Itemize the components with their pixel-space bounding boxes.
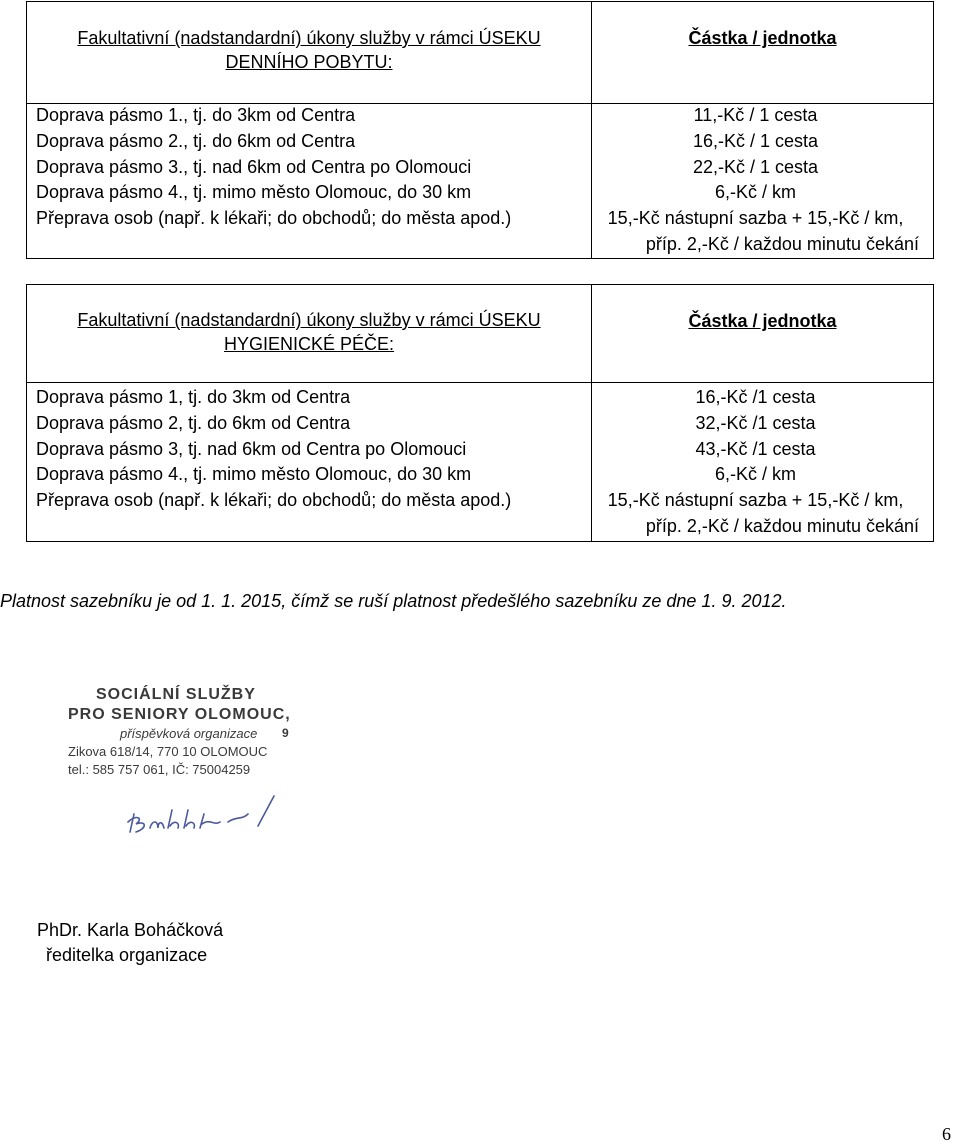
header-line-1: Fakultativní (nadstandardní) úkony služby v rámci ÚSEKU (77, 28, 541, 48)
service-cell: Přeprava osob (např. k lékaři; do obchodů; do města apod.) (36, 208, 512, 229)
fee-table-day-stay (26, 1, 934, 259)
service-cell: Doprava pásmo 3., tj. nad 6km od Centra po Olomouci (36, 156, 472, 177)
price-cell: 32,-Kč /1 cesta (695, 412, 816, 433)
price-cell: 6,-Kč / km (714, 182, 796, 203)
handwritten-signature (124, 792, 294, 842)
stamp-contact: tel.: 585 757 061, IČ: 75004259 (68, 762, 251, 777)
price-cell: 16,-Kč /1 cesta (695, 387, 816, 407)
service-cell: Doprava pásmo 3, tj. nad 6km od Centra po Olomouci (36, 438, 467, 459)
price-cell: 6,-Kč / km (714, 464, 796, 485)
stamp-line-1: SOCIÁLNÍ SLUŽBY (96, 686, 256, 703)
table-header-price: Částka / jednotka (688, 28, 837, 48)
stamp-line-2: PRO SENIORY OLOMOUC, (68, 706, 291, 723)
signer-name: PhDr. Karla Boháčková (37, 920, 224, 940)
table-header-service (27, 308, 591, 356)
price-cell: 15,-Kč nástupní sazba + 15,-Kč / km, (607, 208, 904, 229)
table-header-service (27, 26, 591, 74)
header-divider (27, 382, 933, 383)
stamp-number: 9 (282, 726, 289, 740)
service-column (36, 385, 511, 514)
service-cell: Přeprava osob (např. k lékaři; do obchodů; do města apod.) (36, 490, 512, 511)
stamp-line-3: příspěvková organizace (120, 726, 258, 741)
price-cell: 11,-Kč / 1 cesta (693, 105, 818, 125)
header-line-2: DENNÍHO POBYTU: (225, 52, 393, 72)
price-cell: 15,-Kč nástupní sazba + 15,-Kč / km, (607, 490, 904, 511)
service-cell: Doprava pásmo 4., tj. mimo město Olomouc, do 30 km (36, 464, 472, 485)
organization-stamp (60, 680, 340, 780)
signer-role: ředitelka organizace (46, 945, 208, 965)
price-cell: 43,-Kč /1 cesta (695, 438, 816, 459)
price-cell-continuation: příp. 2,-Kč / každou minutu čekání (645, 233, 919, 254)
service-column (36, 103, 511, 232)
service-cell: Doprava pásmo 1, tj. do 3km od Centra (36, 387, 351, 407)
price-column (592, 103, 919, 258)
fee-table-hygiene-care (26, 284, 934, 542)
service-cell: Doprava pásmo 2, tj. do 6km od Centra (36, 412, 351, 433)
stamp-address: Zikova 618/14, 770 10 OLOMOUC (68, 744, 268, 759)
page-number: 6 (942, 1124, 951, 1144)
header-line-1: Fakultativní (nadstandardní) úkony služby v rámci ÚSEKU (77, 310, 541, 330)
price-cell: 22,-Kč / 1 cesta (692, 156, 819, 177)
service-cell: Doprava pásmo 2., tj. do 6km od Centra (36, 130, 356, 151)
price-cell: 16,-Kč / 1 cesta (692, 130, 819, 151)
header-line-2: HYGIENICKÉ PÉČE: (223, 334, 395, 354)
validity-note: Platnost sazebníku je od 1. 1. 2015, čímž se ruší platnost předešlého sazebníku ze dne 1. 9. 2012. (0, 591, 787, 611)
price-cell-continuation: příp. 2,-Kč / každou minutu čekání (645, 515, 919, 536)
price-column (592, 385, 919, 540)
service-cell: Doprava pásmo 4., tj. mimo město Olomouc, do 30 km (36, 182, 472, 203)
service-cell: Doprava pásmo 1., tj. do 3km od Centra (36, 105, 356, 125)
table-header-price: Částka / jednotka (688, 311, 837, 331)
